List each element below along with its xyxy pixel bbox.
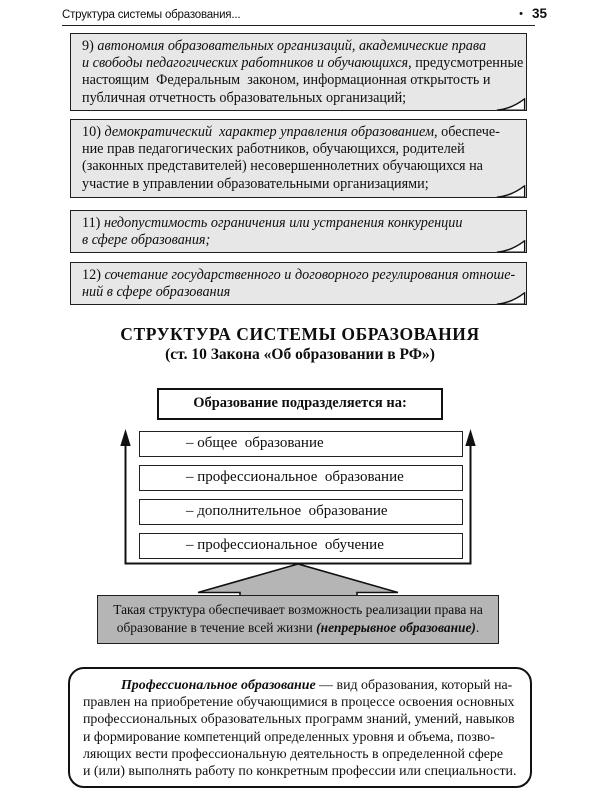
text-line xyxy=(82,124,516,141)
left-up-arrow-icon xyxy=(120,429,130,564)
italic-text: и свободы педагогических работников и обучающихся xyxy=(82,55,409,72)
regular-text: образование в течение всей жизни xyxy=(116,619,317,635)
page-curl-icon xyxy=(496,185,526,198)
text-line: участие в управлении образовательными организациями; xyxy=(82,175,429,192)
item-number: 11) xyxy=(82,215,104,231)
text-line: (законных представителей) несовершеннолетних обучающихся на xyxy=(82,158,483,175)
text-line: в сфере образования; xyxy=(82,232,211,249)
section-subtitle: (ст. 10 Закона «Об образовании в РФ») xyxy=(165,346,435,363)
text-line xyxy=(82,38,516,55)
regular-text: , предусмотренные xyxy=(408,55,524,72)
italic-text: сочетание государственного и договорного регулирования отноше- xyxy=(104,267,516,283)
text-line: настоящим Федеральным законом, информационная открытость и xyxy=(82,72,491,89)
text-line: Такая структура обеспечивает возможность реализации права на xyxy=(113,602,483,617)
text-line: и формирование компетенций определенных уровня и объема, позво- xyxy=(83,729,495,745)
education-type-box: – дополнительное образование xyxy=(139,499,463,525)
item-number: 10) xyxy=(82,124,105,140)
regular-text: — вид образования, который на- xyxy=(315,678,513,693)
page-curl-icon xyxy=(496,240,526,253)
page-curl-icon xyxy=(496,292,526,305)
regular-text: , обеспече- xyxy=(434,124,500,140)
text-line xyxy=(83,677,518,694)
page-curl-icon xyxy=(496,98,526,111)
note-box xyxy=(97,595,499,644)
running-title: Структура системы образования... xyxy=(62,9,241,21)
text-line xyxy=(82,55,524,72)
text-line: и (или) выполнять работу по конкретным профессии или специальности. xyxy=(83,764,517,780)
page-header xyxy=(62,6,547,26)
text-line: ляющих вести профессиональную деятельность в определенной сфере xyxy=(83,746,504,762)
section-heading xyxy=(0,324,600,364)
text-line: ний в сфере образования xyxy=(82,284,231,301)
diagram-root-box: Образование подразделяется на: xyxy=(157,388,443,420)
definition-box xyxy=(68,667,532,788)
education-type-box: – профессиональное обучение xyxy=(139,533,463,559)
item-number: 9) xyxy=(82,38,98,54)
principle-box-12 xyxy=(70,262,527,305)
text-line: публичная отчетность образовательных организаций; xyxy=(82,89,407,106)
big-up-arrow-icon xyxy=(198,564,398,598)
text-line xyxy=(98,619,498,637)
principle-box-9 xyxy=(70,33,527,111)
italic-text: автономия образовательных организаций, академические права xyxy=(97,38,487,54)
education-type-box: – профессиональное образование xyxy=(139,465,463,491)
item-number: 12) xyxy=(82,267,105,283)
page-number: 35 xyxy=(531,6,547,21)
section-title: СТРУКТУРА СИСТЕМЫ ОБРАЗОВАНИЯ xyxy=(120,324,480,344)
text-line: ние прав педагогических работников, обучающихся, родителей xyxy=(82,141,465,158)
education-type-box: – общее образование xyxy=(139,431,463,457)
bold-italic-text: (непрерывное образование) xyxy=(316,619,476,635)
italic-text: недопустимость ограничения или устранения конкуренции xyxy=(103,215,463,231)
regular-text: . xyxy=(475,619,480,635)
right-up-arrow-icon xyxy=(465,429,475,564)
principle-box-10 xyxy=(70,119,527,198)
definition-term: Профессиональное образование xyxy=(121,678,316,693)
italic-text: демократический характер управления образованием xyxy=(104,124,434,140)
bullet-separator: • xyxy=(519,7,523,20)
page-number-group xyxy=(519,6,547,21)
text-line: правлен на приобретение обучающимися в процессе освоения основных xyxy=(83,695,515,711)
text-line: профессиональных образовательных программ знаний, умений, навыков xyxy=(83,712,515,728)
text-line xyxy=(82,267,516,284)
text-line xyxy=(82,215,516,232)
principle-box-11 xyxy=(70,210,527,253)
